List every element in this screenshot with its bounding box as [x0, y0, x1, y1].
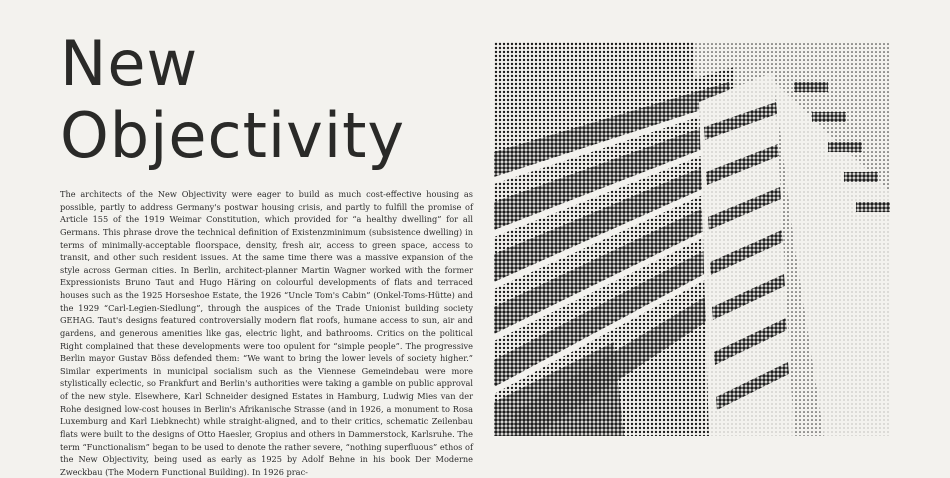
halftone-building-image — [494, 42, 890, 436]
title-line-2: Objectivity — [60, 99, 406, 172]
page-title — [60, 28, 405, 172]
halftone-building-photo — [494, 42, 890, 436]
body-paragraph: The architects of the New Objectivity were eager to build as much cost-effective housing as possible, partly to address Germany's postwar housing crisis, and partly to fulfill the promise of Article 155 of the 1919 Weimar Constitution, which provided for “a healthy dwelling” for all Germans. This phrase drove the technical definition of Existenzminimum (subsistence dwelling) in terms of minimally-acceptable floorspace, density, fresh air, access to green space, access to transit, and other such resident issues. At the same time there was a massive expansion of the style across German cities. In Berlin, architect-planner Martin Wagner worked with the former Expressionists Bruno Taut and Hugo Häring on colourful developments of flats and terraced houses such as the 1925 Horseshoe Estate, the 1926 “Uncle Tom's Cabin” (Onkel-Toms-Hütte) and the 1929 “Carl-Legien-Siedlung”, through the auspices of the Trade Unionist building society GEHAG. Taut's designs featured controversially modern flat roofs, humane access to sun, air and gardens, and generous amenities like gas, electric light, and bathrooms. Critics on the political Right complained that these developments were too opulent for “simple people”. The progressive Berlin mayor Gustav Böss defended them: “We want to bring the lower levels of society higher.” Similar experiments in municipal socialism such as the Viennese Gemeindebau were more stylistically eclectic, so Frankfurt and Berlin's authorities were taking a gamble on public approval of the new style. Elsewhere, Karl Schneider designed Estates in Hamburg, Ludwig Mies van der Rohe designed low-cost houses in Berlin's Afrikanische Strasse (and in 1926, a monument to Rosa Luxemburg and Karl Liebknecht) while straight-aligned, and to their critics, schematic Zeilenbau flats were built to the designs of Otto Haesler, Gropius and others in Dammerstock, Karlsruhe. The term “Functionalism” began to be used to denote the rather severe, “nothing superfluous” ethos of the New Objectivity, being used as early as 1925 by Adolf Behne in his book Der Moderne Zweckbau (The Modern Functional Building). In 1926 prac- — [60, 189, 473, 477]
title-line-1: New — [60, 27, 199, 100]
